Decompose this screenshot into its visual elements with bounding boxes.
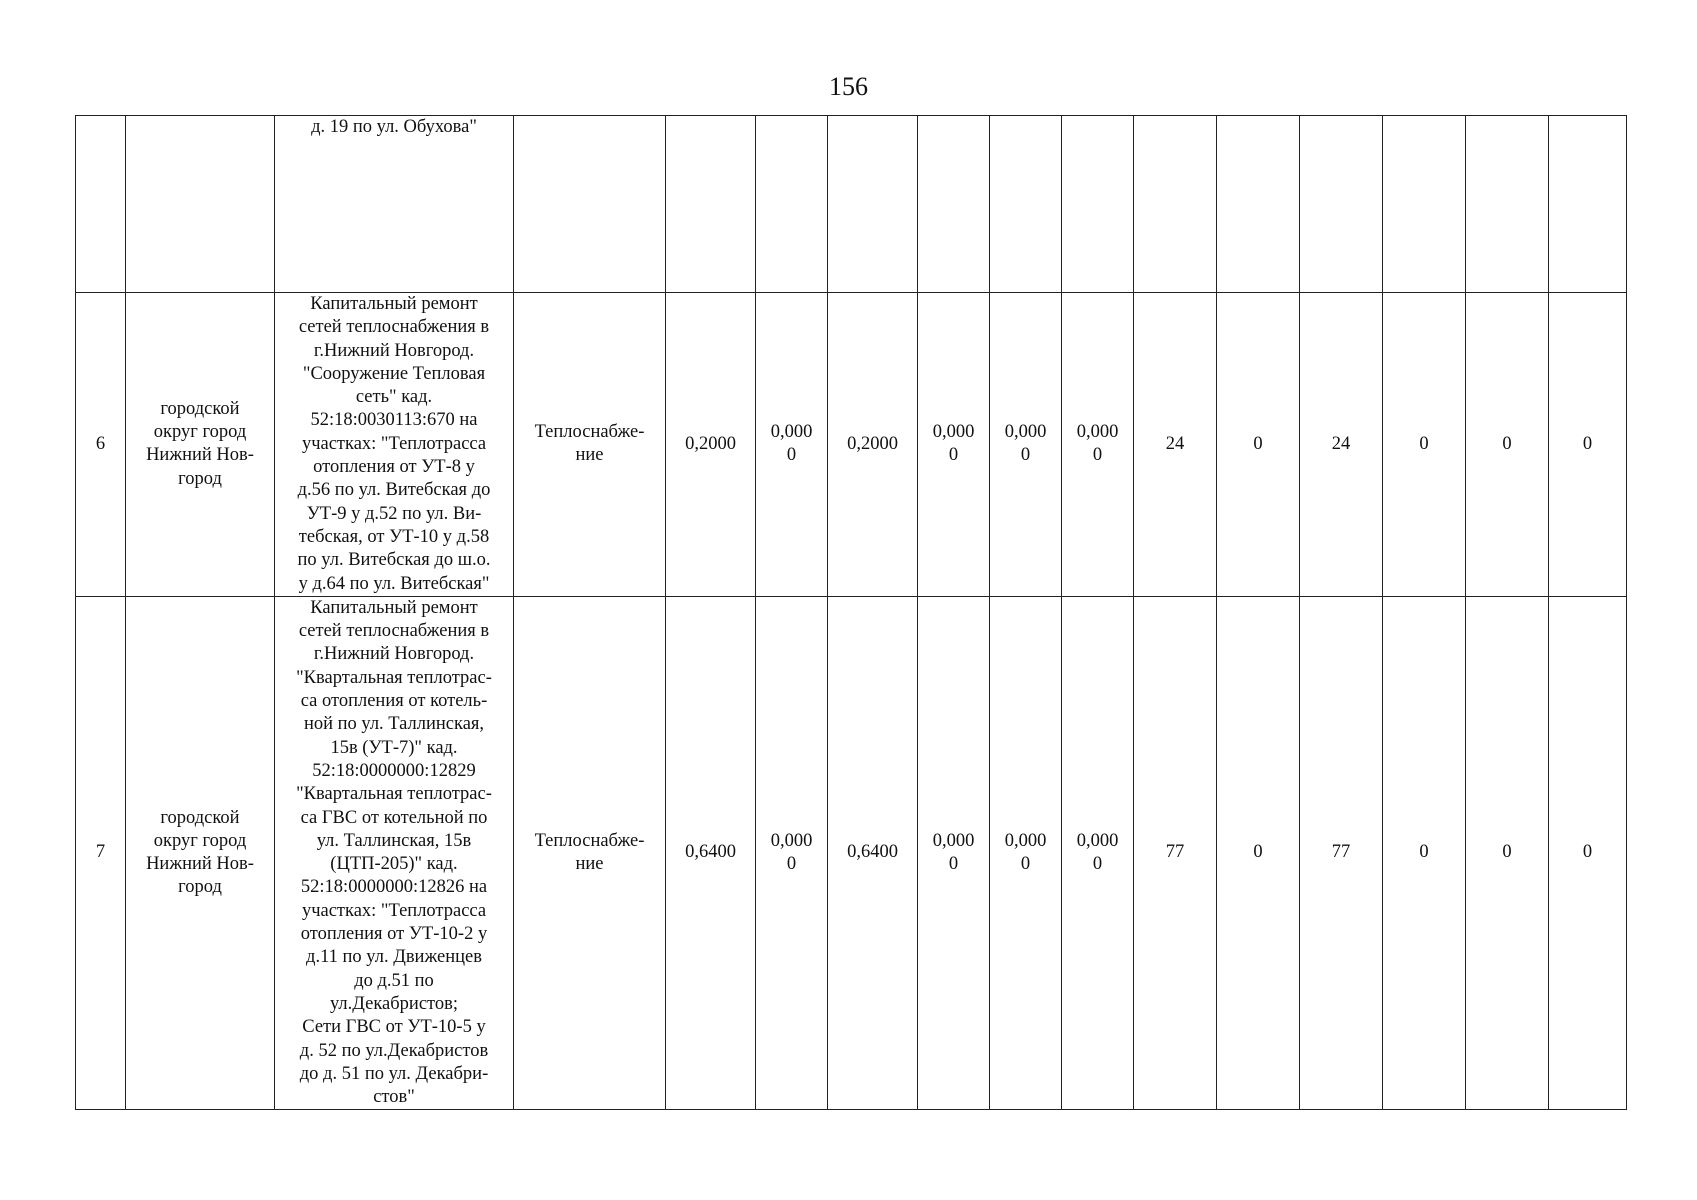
value-cell-4 bbox=[918, 116, 990, 293]
value-cell-9 bbox=[1300, 116, 1383, 293]
value-cell-10: 0 bbox=[1383, 596, 1466, 1110]
value-cell-11 bbox=[1466, 116, 1549, 293]
municipality-cell: городской округ город Нижний Нов- город bbox=[126, 596, 275, 1110]
value-cell-11: 0 bbox=[1466, 293, 1549, 597]
municipality-cell: городской округ город Нижний Нов- город bbox=[126, 293, 275, 597]
row-number-cell: 7 bbox=[76, 596, 126, 1110]
value-cell-11: 0 bbox=[1466, 596, 1549, 1110]
value-cell-12: 0 bbox=[1549, 596, 1627, 1110]
value-cell-3: 0,2000 bbox=[828, 293, 918, 597]
value-cell-5 bbox=[990, 116, 1062, 293]
value-cell-2: 0,000 0 bbox=[756, 293, 828, 597]
row-number-cell bbox=[76, 116, 126, 293]
category-cell: Теплоснабже- ние bbox=[514, 596, 666, 1110]
value-cell-2: 0,000 0 bbox=[756, 596, 828, 1110]
value-cell-9: 77 bbox=[1300, 596, 1383, 1110]
value-cell-8: 0 bbox=[1217, 596, 1300, 1110]
value-cell-2 bbox=[756, 116, 828, 293]
value-cell-8: 0 bbox=[1217, 293, 1300, 597]
value-cell-10: 0 bbox=[1383, 293, 1466, 597]
value-cell-7 bbox=[1134, 116, 1217, 293]
table-row bbox=[76, 116, 1627, 293]
value-cell-6 bbox=[1062, 116, 1134, 293]
description-cell: Капитальный ремонт сетей теплоснабжения в г.Нижний Новгород. "Сооружение Тепловая сеть" кад. 52:18:0030113:670 на участках: "Теплотрасса отопления от УТ-8 у д.56 по ул. Витебская до УТ-9 у д.52 по ул. Ви- тебская, от УТ-10 у д.58 по ул. Витебская до ш.о. у д.64 по ул. Витебская" bbox=[275, 293, 514, 597]
value-cell-7: 77 bbox=[1134, 596, 1217, 1110]
value-cell-3 bbox=[828, 116, 918, 293]
description-cell: д. 19 по ул. Обухова" bbox=[275, 116, 514, 293]
works-table bbox=[75, 115, 1627, 1110]
row-number-cell: 6 bbox=[76, 293, 126, 597]
value-cell-5: 0,000 0 bbox=[990, 596, 1062, 1110]
value-cell-9: 24 bbox=[1300, 293, 1383, 597]
value-cell-6: 0,000 0 bbox=[1062, 596, 1134, 1110]
value-cell-5: 0,000 0 bbox=[990, 293, 1062, 597]
category-cell bbox=[514, 116, 666, 293]
value-cell-12: 0 bbox=[1549, 293, 1627, 597]
table-row bbox=[76, 596, 1627, 1110]
value-cell-8 bbox=[1217, 116, 1300, 293]
municipality-cell bbox=[126, 116, 275, 293]
table-row bbox=[76, 293, 1627, 597]
value-cell-7: 24 bbox=[1134, 293, 1217, 597]
value-cell-1: 0,6400 bbox=[666, 596, 756, 1110]
page-number: 156 bbox=[829, 72, 868, 101]
value-cell-6: 0,000 0 bbox=[1062, 293, 1134, 597]
value-cell-10 bbox=[1383, 116, 1466, 293]
value-cell-3: 0,6400 bbox=[828, 596, 918, 1110]
description-cell: Капитальный ремонт сетей теплоснабжения в г.Нижний Новгород. "Квартальная теплотрас- са отопления от котель- ной по ул. Таллинская, 15в (УТ-7)" кад. 52:18:0000000:12829 "Квартальная теплотрас- са ГВС от котельной по ул. Таллинская, 15в (ЦТП-205)" кад. 52:18:0000000:12826 на участках: "Теплотрасса отопления от УТ-10-2 у д.11 по ул. Движенцев до д.51 по ул.Декабристов; Сети ГВС от УТ-10-5 у д. 52 по ул.Декабристов до д. 51 по ул. Декабри- стов" bbox=[275, 596, 514, 1110]
value-cell-4: 0,000 0 bbox=[918, 596, 990, 1110]
value-cell-1: 0,2000 bbox=[666, 293, 756, 597]
category-cell: Теплоснабже- ние bbox=[514, 293, 666, 597]
value-cell-12 bbox=[1549, 116, 1627, 293]
value-cell-1 bbox=[666, 116, 756, 293]
value-cell-4: 0,000 0 bbox=[918, 293, 990, 597]
